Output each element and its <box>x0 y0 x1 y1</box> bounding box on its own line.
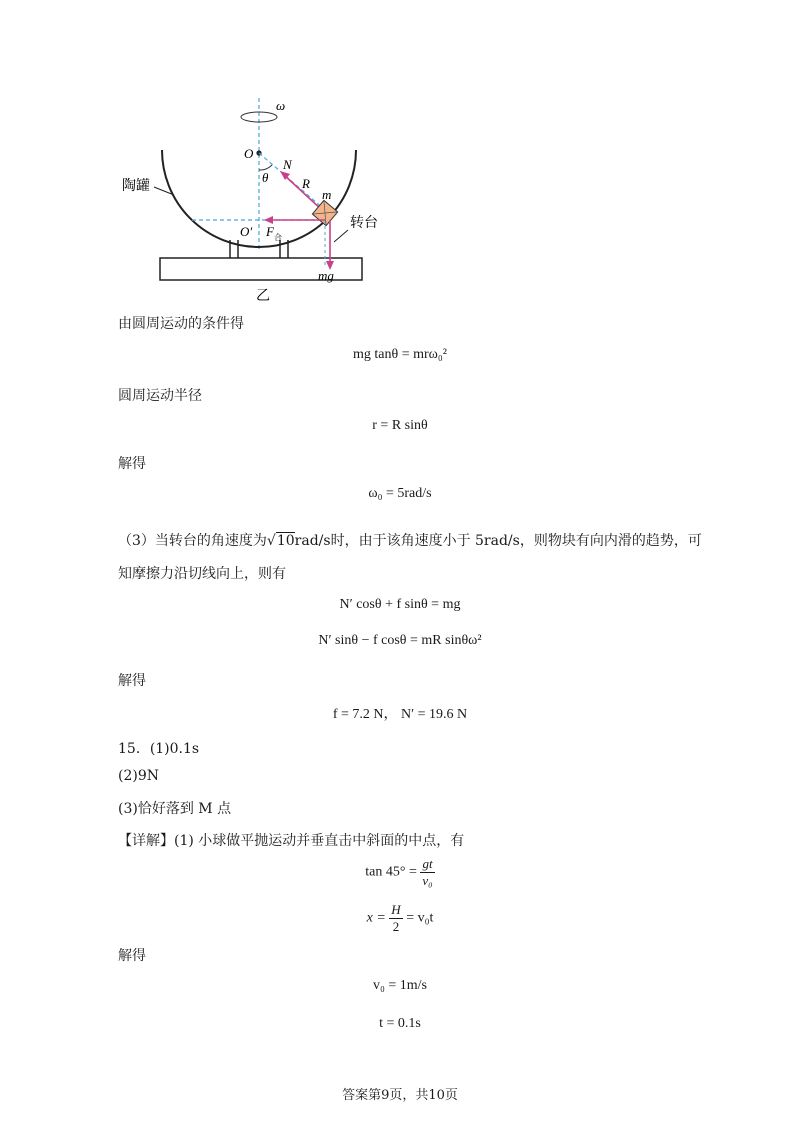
turntable-label: 转台 <box>350 216 378 231</box>
equation: N′ cosθ + f sinθ = mg <box>339 597 461 612</box>
text-line: 知摩擦力沿切线向上，则有 <box>118 566 286 582</box>
O-prime-label: O′ <box>240 224 253 239</box>
text-line: 解得 <box>118 673 146 689</box>
text-line: 解得 <box>118 948 146 964</box>
theta-label: θ <box>262 170 269 185</box>
equation-fraction: tan 45° = $\frac{gt}{\text{v₀}}$ <box>365 856 433 888</box>
rotating-pot-diagram <box>122 90 380 305</box>
equation: N′ sinθ − f cosθ = mR sinθω² <box>318 633 482 648</box>
sqrt-value: 10 <box>276 533 295 549</box>
page-footer: 答案第9页，共10页 <box>342 1088 458 1103</box>
equation-fraction: x = $\frac{H}{2}$ = v₀t <box>366 902 434 934</box>
answer-line: (2)9N <box>118 768 159 784</box>
equation: r = R sinθ <box>372 418 428 433</box>
text-line: 圆周运动半径 <box>118 388 202 404</box>
detail-line: 【详解】(1) 小球做平抛运动并垂直击中斜面的中点，有 <box>118 833 465 849</box>
text-line: 由圆周运动的条件得 <box>118 316 244 332</box>
R-label: R <box>302 176 310 191</box>
F-subscript: 合 <box>274 233 282 242</box>
text-line: （3）当转台的角速度为√10rad/s时，由于该角速度小于 5rad/s，则物块有向内滑的趋势，可 <box>118 533 702 549</box>
answer-line: (3)恰好落到 M 点 <box>118 801 232 817</box>
equation: t = 0.1s <box>379 1016 421 1031</box>
N-label: N <box>283 157 292 172</box>
mg-label: mg <box>318 268 334 283</box>
equation: mg tanθ = mrω₀² <box>353 347 447 362</box>
m-label: m <box>322 187 332 202</box>
equation: v₀ = 1m/s <box>372 978 427 993</box>
O-label: O <box>244 146 254 161</box>
answer-line: 15．(1)0.1s <box>118 741 200 757</box>
F-label: F <box>266 224 274 239</box>
omega-label: ω <box>276 98 286 113</box>
equation: ω₀ = 5rad/s <box>368 486 432 501</box>
pot-label: 陶罐 <box>122 179 150 194</box>
figure-caption: 乙 <box>256 289 270 304</box>
equation: f = 7.2 N， N′ = 19.6 N <box>332 707 468 722</box>
text-line: 解得 <box>118 456 146 472</box>
